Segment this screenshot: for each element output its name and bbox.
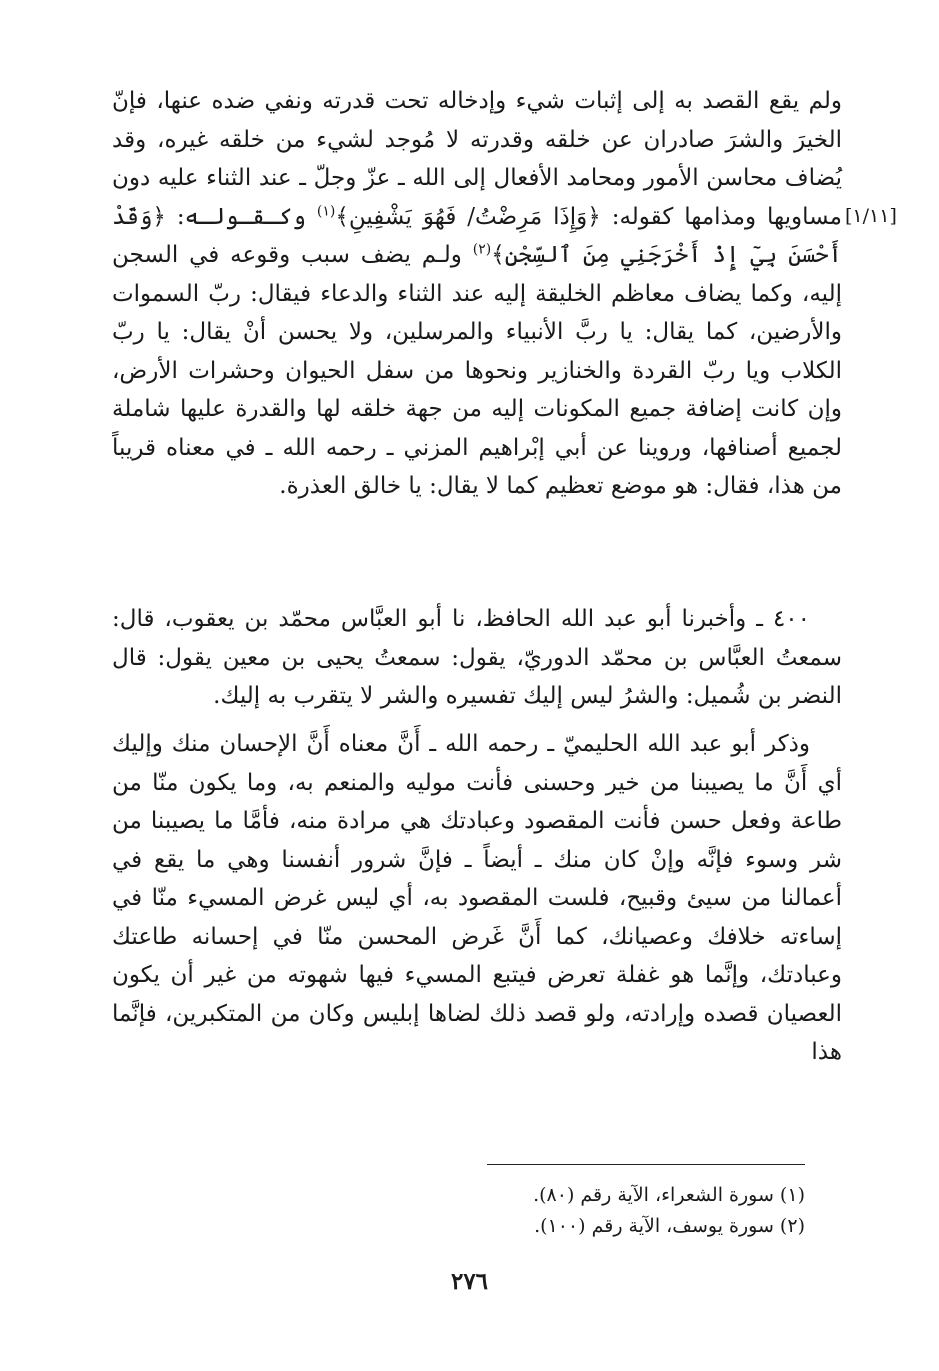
footnote-2: (٢) سورة يوسف، الآية رقم (١٠٠). — [534, 1215, 805, 1237]
footnotes — [300, 1180, 805, 1242]
paragraph-3 — [112, 725, 842, 1072]
footnote-marker-1[interactable]: (١) — [316, 202, 336, 219]
paragraph-2 — [112, 600, 842, 716]
footnote-separator — [487, 1164, 805, 1165]
paragraph-1 — [112, 82, 842, 506]
footnote-1: (١) سورة الشعراء، الآية رقم (٨٠). — [533, 1184, 805, 1206]
hadith-400: ٤٠٠ ـ وأخبرنا أبو عبد الله الحافظ، نا أبو العبَّاس محمّد بن يعقوب، قال: سمعتُ العبَّاس بن محمّد الدوريّ، يقول: سمعتُ يحيى بن معين يقول: قال النضر بن شُميل: والشرُ ليس إليك تفسيره والشر لا يتقرب به إليك. — [112, 606, 842, 709]
page-number: ٢٧٦ — [450, 1268, 489, 1295]
footnote-marker-2[interactable]: (٢) — [472, 241, 492, 258]
paragraph-1-middle: وكـقـولـه: ﴿وَقَدْ أَحْسَنَ بِيٓ إِذْ أَخْرَجَنِي مِنَ ٱلسِّجْنِ﴾ — [112, 203, 842, 268]
manuscript-folio-reference: [١/١١] — [845, 205, 897, 227]
paragraph-1-start: ولم يقع القصد به إلى إثبات شيء وإدخاله تحت قدرته ونفي ضده عنها، فإنّ الخيرَ والشرَ صادران عن خلقه وقدرته لا مُوجد لشيء من خلقه غيره، وقد يُضاف محاسن الأمور ومحامد الأفعال إلى الله ـ عزّ وجلّ ـ عند الثناء عليه دون مساويها ومذامها كقوله: ﴿وَإِذَا مَرِضْتُ/ فَهُوَ يَشْفِينِ﴾ — [112, 88, 842, 230]
halimi-commentary: وذكر أبو عبد الله الحليميّ ـ رحمه الله ـ أَنَّ معناه أَنَّ الإحسان منك وإليك أي أَنَّ ما يصيبنا من خير وحسنى فأنت موليه والمنعم به، وما يكون منّا من طاعة وفعل حسن فأنت المقصود وعبادتك هي مرادة منه، فأمَّا ما يصيبنا من شر وسوء فإنَّه وإنْ كان منك ـ أيضاً ـ فإنَّ شرور أنفسنا وهي ما يقع في أعمالنا من سيئ وقبيح، فلست المقصود به، أي ليس غرض المسيء منّا في إساءته خلافك وعصيانك، كما أَنَّ غَرض المحسن منّا في إحسانه طاعتك وعبادتك، وإنَّما هو غفلة تعرض فيتبع المسيء فيها شهوته من غير أن يكون العصيان قصده وإرادته، ولو قصد ذلك لضاها إبليس وكان من المتكبرين، فإنَّما هذا — [112, 731, 842, 1065]
paragraph-1-end: ولـم يضف سبب وقوعه في السجن إليه، وكما يضاف معاظم الخليقة إليه عند الثناء والدعاء فيقال: ربّ السموات والأرضين، كما يقال: يا ربَّ الأنبياء والمرسلين، ولا يحسن أنْ يقال: يا ربّ الكلاب ويا ربّ القردة والخنازير ونحوها من سفل الحيوان وحشرات الأرض، وإن كانت إضافة جميع المكونات إليه من جهة خلقه لها والقدرة عليها شاملة لجميع أصنافها، وروينا عن أبي إبْراهيم المزني ـ رحمه الله ـ في معناه قريباً من هذا، فقال: هو موضع تعظيم كما لا يقال: يا خالق العذرة. — [112, 242, 842, 499]
